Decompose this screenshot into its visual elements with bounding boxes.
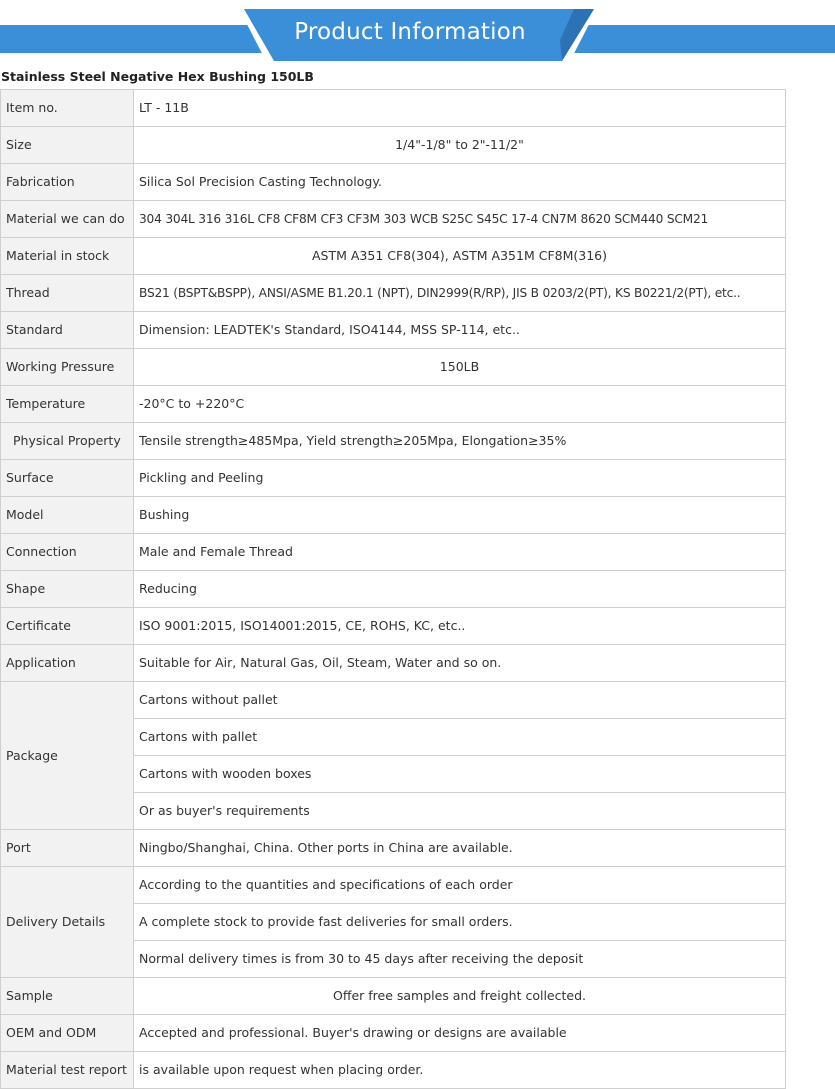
row-value-model: Bushing — [134, 497, 786, 534]
row-value-connection: Male and Female Thread — [134, 534, 786, 571]
row-value-delivery-details: Normal delivery times is from 30 to 45 days after receiving the deposit — [134, 941, 786, 978]
row-label-sample: Sample — [1, 978, 134, 1015]
row-value-working-pressure: 150LB — [134, 349, 786, 386]
row-value-delivery-details: A complete stock to provide fast deliveries for small orders. — [134, 904, 786, 941]
row-label-connection: Connection — [1, 534, 134, 571]
product-information-banner — [0, 0, 835, 70]
row-value-oem-odm: Accepted and professional. Buyer's drawing or designs are available — [134, 1015, 786, 1052]
table-row — [1, 1015, 786, 1052]
row-value-fabrication: Silica Sol Precision Casting Technology. — [134, 164, 786, 201]
table-row — [1, 312, 786, 349]
row-label-certificate: Certificate — [1, 608, 134, 645]
row-value-temperature: -20°C to +220°C — [134, 386, 786, 423]
row-value-package: Cartons with pallet — [134, 719, 786, 756]
row-value-application: Suitable for Air, Natural Gas, Oil, Steam, Water and so on. — [134, 645, 786, 682]
row-value-item-no: LT - 11B — [134, 90, 786, 127]
row-label-package: Package — [1, 682, 134, 830]
row-label-shape: Shape — [1, 571, 134, 608]
row-label-application: Application — [1, 645, 134, 682]
table-row — [1, 127, 786, 164]
row-label-port: Port — [1, 830, 134, 867]
table-row — [1, 682, 786, 719]
table-row — [1, 1052, 786, 1089]
row-label-material-test-report: Material test report — [1, 1052, 134, 1089]
table-row — [1, 978, 786, 1015]
row-label-working-pressure: Working Pressure — [1, 349, 134, 386]
row-label-physical-property: Physical Property — [1, 423, 134, 460]
table-row — [1, 497, 786, 534]
table-row — [1, 608, 786, 645]
row-label-fabrication: Fabrication — [1, 164, 134, 201]
table-row — [1, 645, 786, 682]
row-label-size: Size — [1, 127, 134, 164]
table-row — [1, 386, 786, 423]
row-label-delivery-details: Delivery Details — [1, 867, 134, 978]
row-value-thread: BS21 (BSPT&BSPP), ANSI/ASME B1.20.1 (NPT), DIN2999(R/RP), JIS B 0203/2(PT), KS B0221/2(PT), etc.. — [134, 275, 786, 312]
row-label-thread: Thread — [1, 275, 134, 312]
row-value-sample: Offer free samples and freight collected. — [134, 978, 786, 1015]
banner-title: Product Information — [294, 19, 526, 45]
table-row — [1, 460, 786, 497]
table-row — [1, 90, 786, 127]
product-name: Stainless Steel Negative Hex Bushing 150LB — [1, 69, 314, 84]
row-label-model: Model — [1, 497, 134, 534]
row-label-surface: Surface — [1, 460, 134, 497]
row-label-material-in-stock: Material in stock — [1, 238, 134, 275]
table-row — [1, 349, 786, 386]
row-value-material-we-can-do: 304 304L 316 316L CF8 CF8M CF3 CF3M 303 WCB S25C S45C 17-4 CN7M 8620 SCM440 SCM21 — [134, 201, 786, 238]
row-value-physical-property: Tensile strength≥485Mpa, Yield strength≥205Mpa, Elongation≥35% — [134, 423, 786, 460]
table-row — [1, 238, 786, 275]
row-label-oem-odm: OEM and ODM — [1, 1015, 134, 1052]
row-label-standard: Standard — [1, 312, 134, 349]
row-value-shape: Reducing — [134, 571, 786, 608]
row-value-certificate: ISO 9001:2015, ISO14001:2015, CE, ROHS, KC, etc.. — [134, 608, 786, 645]
table-row — [1, 275, 786, 312]
row-value-material-test-report: is available upon request when placing order. — [134, 1052, 786, 1089]
row-value-package: Or as buyer's requirements — [134, 793, 786, 830]
row-value-port: Ningbo/Shanghai, China. Other ports in China are available. — [134, 830, 786, 867]
row-value-material-in-stock: ASTM A351 CF8(304), ASTM A351M CF8M(316) — [134, 238, 786, 275]
row-value-package: Cartons without pallet — [134, 682, 786, 719]
table-row — [1, 830, 786, 867]
table-row — [1, 164, 786, 201]
table-row — [1, 867, 786, 904]
row-value-delivery-details: According to the quantities and specifications of each order — [134, 867, 786, 904]
row-label-temperature: Temperature — [1, 386, 134, 423]
table-row — [1, 571, 786, 608]
table-row — [1, 423, 786, 460]
row-value-size: 1/4"-1/8" to 2"-11/2" — [134, 127, 786, 164]
row-label-material-we-can-do: Material we can do — [1, 201, 134, 238]
table-row — [1, 201, 786, 238]
row-value-standard: Dimension: LEADTEK's Standard, ISO4144, MSS SP-114, etc.. — [134, 312, 786, 349]
row-value-package: Cartons with wooden boxes — [134, 756, 786, 793]
row-label-item-no: Item no. — [1, 90, 134, 127]
spec-table — [0, 89, 786, 1089]
table-row — [1, 534, 786, 571]
row-value-surface: Pickling and Peeling — [134, 460, 786, 497]
